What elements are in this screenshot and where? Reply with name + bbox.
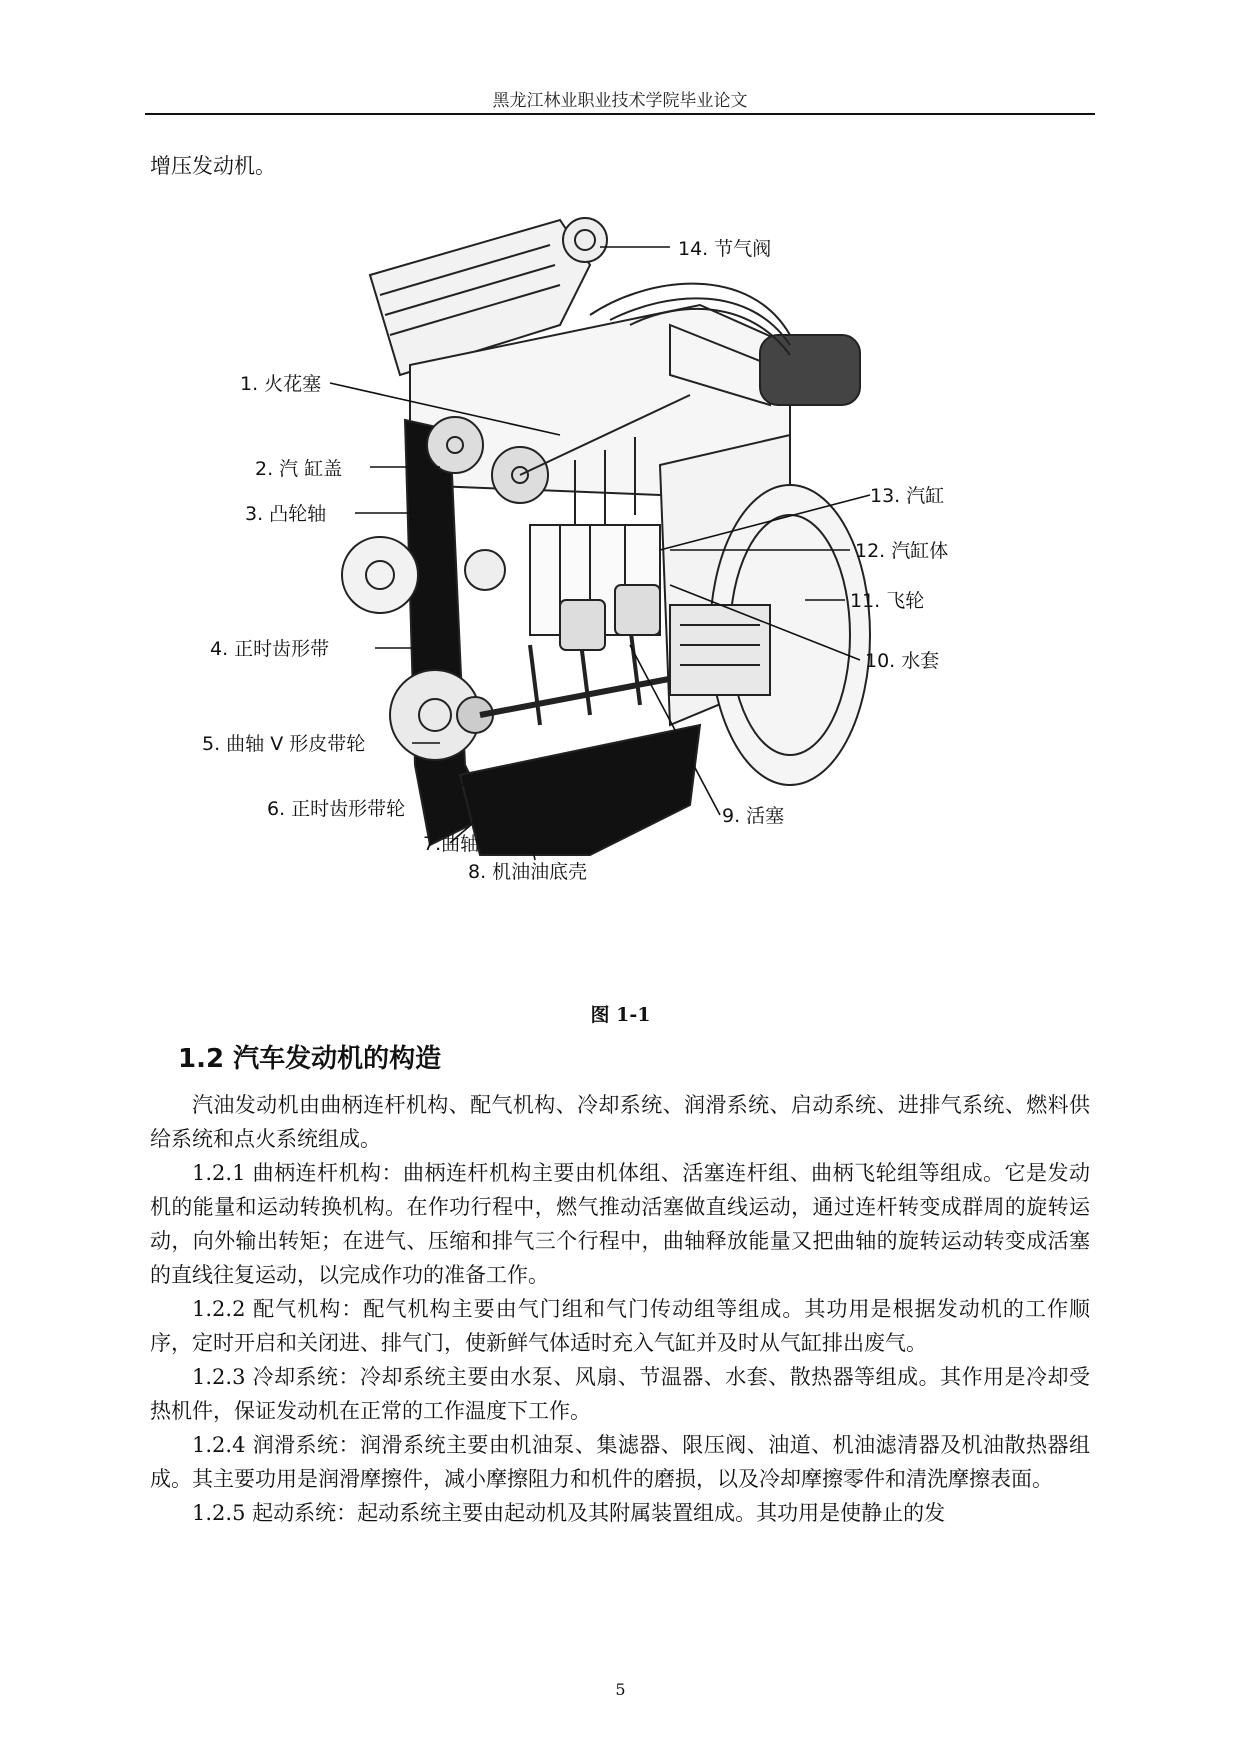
running-header: 黑龙江林业职业技术学院毕业论文 (492, 91, 748, 111)
label-crank-v-pulley: 5. 曲轴 V 形皮带轮 (202, 733, 366, 755)
engine-cutaway-figure (202, 205, 1110, 1005)
paragraph: 1.2.4 润滑系统：润滑系统主要由机油泵、集滤器、限压阀、油道、机油滤清器及机油散热器组成。其主要功用是润滑摩擦件，减小摩擦阻力和机件的磨损，以及冷却摩擦零件和清洗摩擦表面。 (150, 1433, 1090, 1491)
paragraph: 1.2.2 配气机构：配气机构主要由气门组和气门传动组等组成。其功用是根据发动机的工作顺序，定时开启和关闭进、排气门，使新鲜气体适时充入气缸并及时从气缸排出废气。 (150, 1297, 1090, 1355)
figure-caption: 图 1-1 (590, 1004, 651, 1026)
label-camshaft: 3. 凸轮轴 (245, 503, 327, 525)
engine-diagram (202, 205, 1110, 1005)
page-number: 5 (615, 1680, 626, 1699)
label-water-jacket: 10. 水套 (865, 650, 940, 672)
label-cylinder-head: 2. 汽 缸盖 (255, 458, 343, 480)
paragraph: 汽油发动机由曲柄连杆机构、配气机构、冷却系统、润滑系统、启动系统、进排气系统、燃料供给系统和点火系统组成。 (150, 1093, 1090, 1151)
paragraph: 1.2.5 起动系统：起动系统主要由起动机及其附属装置组成。其功用是使静止的发 (192, 1501, 946, 1525)
label-piston: 9. 活塞 (722, 805, 785, 827)
lead-text: 增压发动机。 (150, 154, 276, 178)
label-timing-belt-pulley: 6. 正时齿形带轮 (267, 798, 406, 820)
header-rule (145, 113, 1095, 115)
label-cylinder-block: 12. 汽缸体 (855, 540, 949, 562)
label-timing-belt: 4. 正时齿形带 (210, 638, 330, 660)
section-heading: 1.2 汽车发动机的构造 (178, 1044, 442, 1074)
label-flywheel: 11. 飞轮 (850, 590, 925, 612)
body-text (150, 1088, 1090, 1530)
label-throttle-valve: 14. 节气阀 (678, 238, 772, 260)
paragraph: 1.2.1 曲柄连杆机构：曲柄连杆机构主要由机体组、活塞连杆组、曲柄飞轮组等组成。它是发动机的能量和运动转换机构。在作功行程中，燃气推动活塞做直线运动，通过连杆转变成群周的旋转运动，向外输出转矩；在进气、压缩和排气三个行程中，曲轴释放能量又把曲轴的旋转运动转变成活塞的直线往复运动，以完成作功的准备工作。 (150, 1161, 1090, 1287)
engine-illustration (342, 218, 870, 855)
label-cylinder: 13. 汽缸 (870, 485, 945, 507)
paragraph: 1.2.3 冷却系统：冷却系统主要由水泵、风扇、节温器、水套、散热器等组成。其作用是冷却受热机件，保证发动机在正常的工作温度下工作。 (150, 1365, 1090, 1423)
label-oil-pan: 8. 机油油底壳 (468, 861, 588, 883)
label-crankshaft: 7.曲轴 (423, 833, 480, 855)
label-spark-plug: 1. 火花塞 (240, 373, 322, 395)
